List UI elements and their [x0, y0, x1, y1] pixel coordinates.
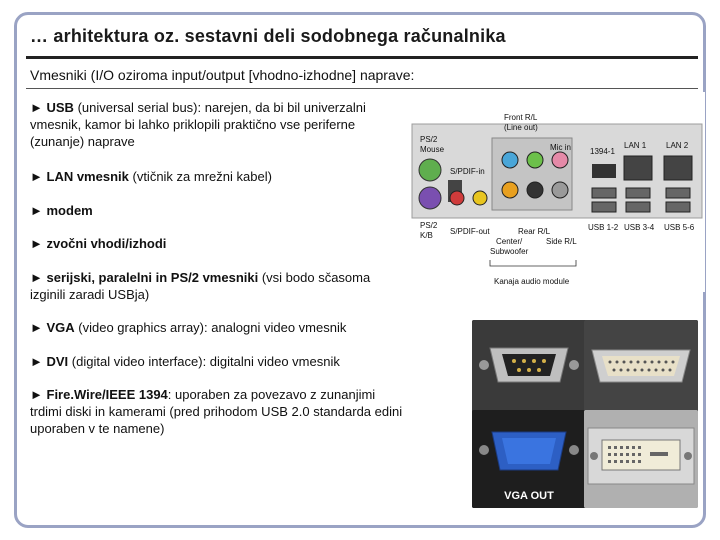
usb-port-icon: [592, 188, 616, 198]
ps2-mouse-label-1: PS/2: [420, 135, 438, 144]
bullet-text: (universal serial bus): narejen, da bi bil univerzalni vmesnik, kamor bi lahko priklopili praktično vse periferne (zunanje) naprave: [30, 100, 366, 149]
bullet-marker: ►: [30, 203, 43, 218]
ps2-mouse-label-2: Mouse: [420, 145, 445, 154]
bullet-marker: ►: [30, 320, 43, 335]
spdif-out-label: S/PDIF-out: [450, 227, 490, 236]
rear-jack-icon: [527, 182, 543, 198]
io-panel-svg: [410, 92, 705, 292]
vga-port-photo: [472, 410, 586, 508]
bullet-head: USB: [46, 100, 74, 115]
bullet-head: serijski, paralelni in PS/2 vmesniki: [46, 270, 259, 285]
subtitle-divider: [26, 88, 698, 89]
bullet-marker: ►: [30, 270, 43, 285]
usb34-label: USB 3-4: [624, 223, 655, 232]
line-out-label: (Line out): [504, 123, 538, 132]
serial-connector-icon: [472, 320, 586, 412]
bullet-marker: ►: [30, 387, 43, 402]
audio-module-label: Kanaja audio module: [494, 277, 570, 286]
side-rl-label: Side R/L: [546, 237, 577, 246]
bullet-head: modem: [46, 203, 93, 218]
parallel-connector-icon: [584, 320, 698, 412]
side-jack-icon: [552, 182, 568, 198]
ps2-mouse-port-icon: [419, 159, 441, 181]
slide-subtitle: Vmesniki (I/O oziroma input/output [vhodno-izhodne] naprave:: [30, 67, 415, 83]
audio-module-bracket: [490, 260, 576, 266]
bullet-text: : uporaben za povezavo z zunanjimi trdimi diski in kamerami (pred prihodom USB 2.0 standarda edini uporaben v te namene): [30, 387, 403, 436]
bullet-head: LAN vmesnik: [46, 169, 129, 184]
bullet-head: VGA: [46, 320, 75, 335]
mic-jack-icon: [552, 152, 568, 168]
lan1-label: LAN 1: [624, 141, 647, 150]
bullet-text: (vtičnik za mrežni kabel): [128, 169, 272, 184]
center-jack-icon: [502, 182, 518, 198]
bullet-marker: ►: [30, 354, 43, 369]
ieee1394-label: 1394-1: [590, 147, 615, 156]
lan1-port-icon: [624, 156, 652, 180]
line-out-jack-icon: [527, 152, 543, 168]
bullet-head: DVI: [46, 354, 69, 369]
dvi-port-photo: [584, 410, 698, 508]
bullet-text: (video graphics array): analogni video vmesnik: [74, 320, 347, 335]
bullet-head: zvočni vhodi/izhodi: [46, 236, 167, 251]
spdif-in-label: S/PDIF-in: [450, 167, 485, 176]
bullet-lan: [30, 168, 395, 185]
center-label-2: Subwoofer: [490, 247, 529, 256]
usb-port-icon: [626, 188, 650, 198]
lan2-label: LAN 2: [666, 141, 689, 150]
bullet-firewire: [30, 386, 410, 437]
ps2-kb-label-1: PS/2: [420, 221, 438, 230]
bullet-head: Fire.Wire/IEEE 1394: [46, 387, 168, 402]
mic-in-label: Mic in: [550, 143, 571, 152]
bullet-marker: ►: [30, 236, 43, 251]
ps2-keyboard-port-icon: [419, 187, 441, 209]
usb-port-icon: [666, 202, 690, 212]
title-divider: [26, 56, 698, 59]
bullet-marker: ►: [30, 100, 43, 115]
ieee1394-port-icon: [592, 164, 616, 178]
usb-port-icon: [666, 188, 690, 198]
serial-port-photo: [472, 320, 586, 412]
bullet-marker: ►: [30, 169, 43, 184]
bullet-usb: [30, 99, 395, 150]
lan2-port-icon: [664, 156, 692, 180]
bullet-vga: [30, 319, 450, 336]
center-label-1: Center/: [496, 237, 523, 246]
bullet-text: (digital video interface): digitalni video vmesnik: [68, 354, 340, 369]
rear-rl-label: Rear R/L: [518, 227, 551, 236]
bullet-text: (vsi bodo sčasoma izginili zaradi USBja): [30, 270, 371, 302]
bullet-audio: [30, 235, 395, 252]
vga-out-label: VGA OUT: [504, 490, 554, 502]
usb12-label: USB 1-2: [588, 223, 619, 232]
bullet-modem: [30, 202, 395, 219]
usb-port-icon: [592, 202, 616, 212]
usb-port-icon: [626, 202, 650, 212]
bullet-dvi: [30, 353, 450, 370]
slide-title: … arhitektura oz. sestavni deli sodobnega računalnika: [30, 26, 506, 46]
usb56-label: USB 5-6: [664, 223, 695, 232]
parallel-port-photo: [584, 320, 698, 412]
line-in-jack-icon: [502, 152, 518, 168]
front-rl-label: Front R/L: [504, 113, 538, 122]
bullet-serial: [30, 269, 400, 303]
io-panel-diagram: [410, 92, 705, 292]
ps2-kb-label-2: K/B: [420, 231, 433, 240]
dvi-connector-icon: [584, 410, 698, 508]
spdif-out-port-icon: [473, 191, 487, 205]
